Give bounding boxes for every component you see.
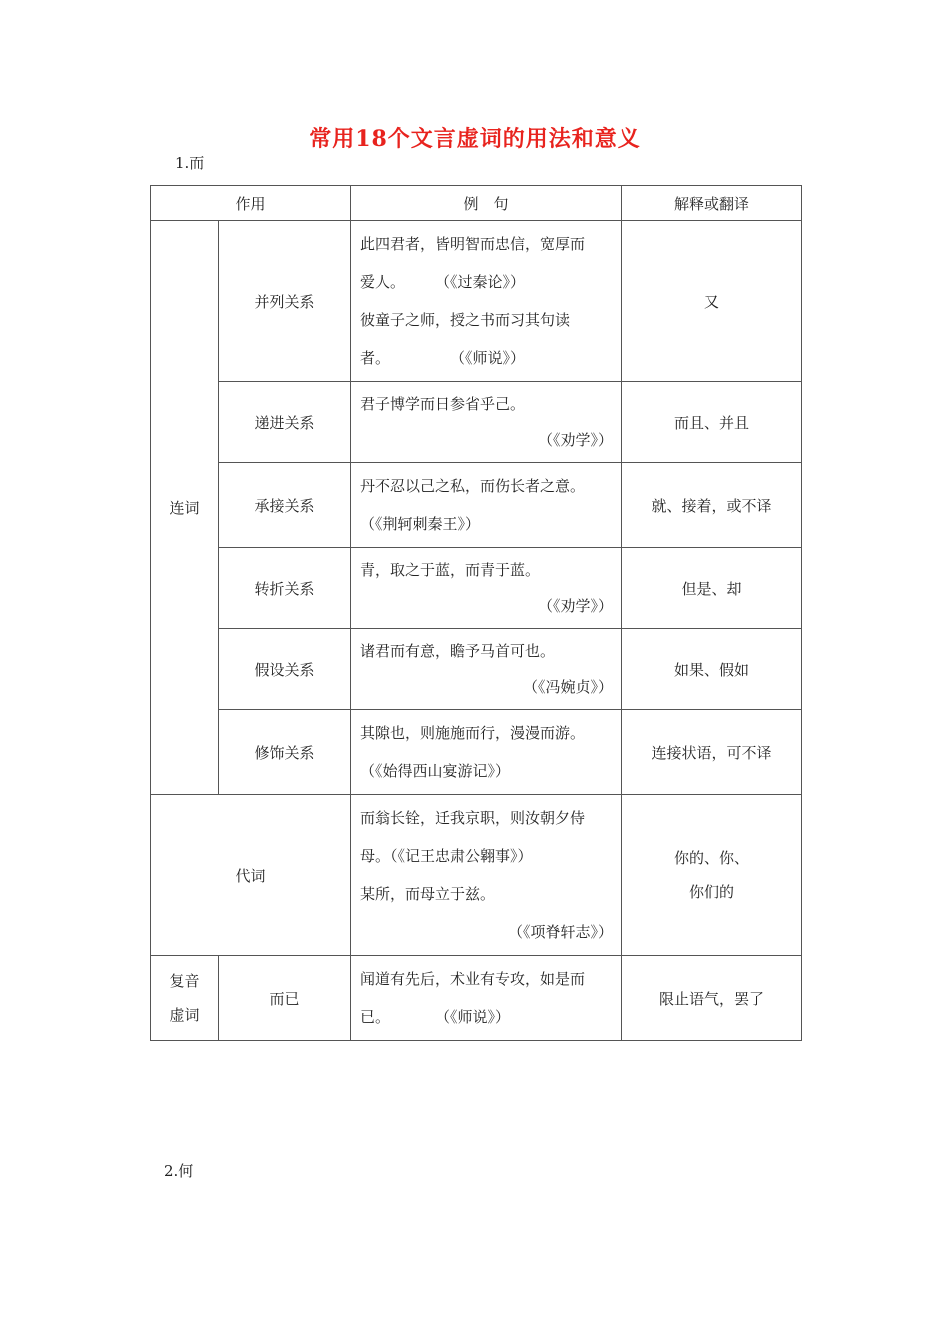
section-heading-2: 2.何 — [164, 1162, 194, 1180]
relation-type: 递进关系 — [219, 382, 351, 463]
example-cell — [351, 795, 622, 956]
usage-table — [150, 185, 802, 1041]
pronoun-label: 代词 — [151, 795, 351, 956]
relation-type: 承接关系 — [219, 463, 351, 548]
meaning-cell: 如果、假如 — [622, 629, 802, 710]
meaning-cell: 连接状语，可不译 — [622, 710, 802, 795]
example-line: 诸君而有意，瞻予马首可也。 — [360, 642, 556, 660]
meaning-line: 你的、你、 — [674, 849, 750, 867]
conj-label: 连词 — [151, 221, 219, 795]
example-line: 彼童子之师，授之书而习其句读 — [360, 311, 571, 329]
relation-type: 并列关系 — [219, 221, 351, 382]
compound-label-line: 复音 — [169, 972, 200, 990]
example-source: （《劝学》） — [538, 597, 614, 615]
header-role: 作用 — [151, 186, 351, 221]
example-line: 青，取之于蓝，而青于蓝。 — [360, 561, 541, 579]
meaning-cell: 但是、却 — [622, 548, 802, 629]
section-heading-1: 1.而 — [175, 154, 205, 172]
example-line: （《荆轲刺秦王》） — [360, 515, 481, 533]
relation-type: 而已 — [219, 956, 351, 1041]
meaning-cell: 又 — [622, 221, 802, 382]
table-row — [151, 629, 802, 710]
example-line: 爱人。 （《过秦论》） — [360, 273, 526, 291]
meaning-cell: 就、接着，或不译 — [622, 463, 802, 548]
example-cell — [351, 710, 622, 795]
example-cell — [351, 463, 622, 548]
example-cell — [351, 382, 622, 463]
meaning-cell — [622, 795, 802, 956]
table-row — [151, 956, 802, 1041]
example-line: 者。 （《师说》） — [360, 349, 526, 367]
example-line: 丹不忍以己之私，而伤长者之意。 — [360, 477, 586, 495]
example-line: 已。 （《师说》） — [360, 1008, 511, 1026]
meaning-cell: 限止语气，罢了 — [622, 956, 802, 1041]
example-line: 而翁长铨，迁我京职，则汝朝夕侍 — [360, 809, 586, 827]
example-source: （《项脊轩志》） — [508, 923, 614, 941]
example-line: 闻道有先后，术业有专攻，如是而 — [360, 970, 586, 988]
example-line: 其隙也，则施施而行，漫漫而游。 — [360, 724, 586, 742]
header-example: 例 句 — [351, 186, 622, 221]
example-line: 此四君者，皆明智而忠信，宽厚而 — [360, 235, 586, 253]
meaning-line: 你们的 — [689, 883, 735, 901]
example-line: 母。（《记王忠肃公翱事》） — [360, 847, 533, 865]
table-header-row — [151, 186, 802, 221]
table-row — [151, 463, 802, 548]
page-title: 常用18个文言虚词的用法和意义 — [309, 126, 641, 152]
example-cell — [351, 629, 622, 710]
example-source: （《劝学》） — [538, 431, 614, 449]
table-row — [151, 710, 802, 795]
relation-type: 转折关系 — [219, 548, 351, 629]
meaning-cell: 而且、并且 — [622, 382, 802, 463]
table-row — [151, 548, 802, 629]
relation-type: 假设关系 — [219, 629, 351, 710]
table-row — [151, 795, 802, 956]
example-source: （《冯婉贞》） — [523, 678, 614, 696]
example-cell — [351, 548, 622, 629]
example-cell — [351, 956, 622, 1041]
example-line: 某所，而母立于兹。 — [360, 885, 496, 903]
compound-label — [151, 956, 219, 1041]
example-line: （《始得西山宴游记》） — [360, 762, 511, 780]
example-line: 君子博学而日参省乎己。 — [360, 395, 526, 413]
compound-label-line: 虚词 — [169, 1006, 200, 1024]
table-row — [151, 382, 802, 463]
example-cell — [351, 221, 622, 382]
relation-type: 修饰关系 — [219, 710, 351, 795]
table-row — [151, 221, 802, 382]
header-meaning: 解释或翻译 — [622, 186, 802, 221]
